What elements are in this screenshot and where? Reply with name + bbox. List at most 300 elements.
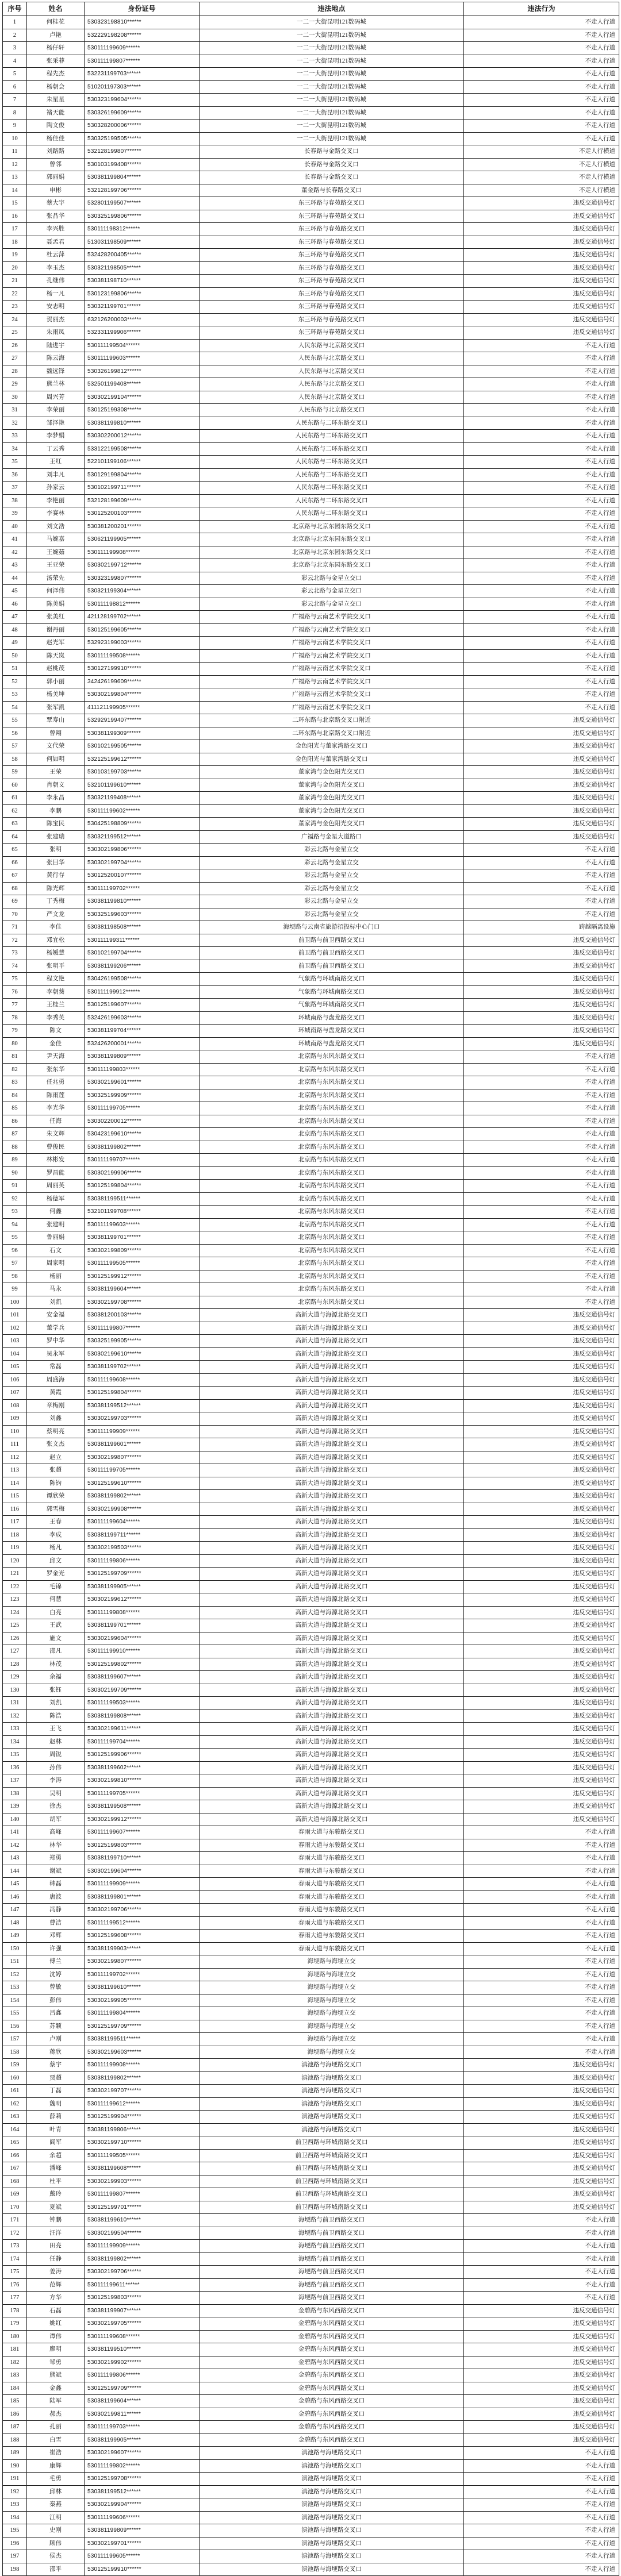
row-id-number: 530302199807****** — [85, 1451, 200, 1464]
row-id-number: 530381199604****** — [85, 2395, 200, 2408]
row-index: 52 — [3, 675, 27, 688]
row-violation: 违反交通信号灯 — [464, 1632, 619, 1645]
row-id-number: 530381199804****** — [85, 171, 200, 184]
row-violation: 违反交通信号灯 — [464, 727, 619, 740]
row-name: 王红 — [27, 456, 85, 469]
row-index: 110 — [3, 1425, 27, 1438]
row-violation: 不走人行道 — [464, 611, 619, 624]
row-name: 陶文俊 — [27, 120, 85, 133]
row-index: 122 — [3, 1580, 27, 1593]
row-index: 192 — [3, 2485, 27, 2498]
row-name: 秦燕 — [27, 2498, 85, 2512]
row-name: 吴永军 — [27, 1347, 85, 1361]
row-index: 126 — [3, 1632, 27, 1645]
table-row — [3, 1930, 619, 1943]
row-location: 春雨大道与东骏路交叉口 — [200, 1916, 464, 1930]
table-row — [3, 236, 619, 249]
row-name: 姜涛 — [27, 2266, 85, 2279]
row-index: 102 — [3, 1322, 27, 1335]
row-name: 周盛海 — [27, 1373, 85, 1387]
row-id-number: 530381199802****** — [85, 2071, 200, 2085]
row-id-number: 530123199806****** — [85, 287, 200, 301]
row-index: 80 — [3, 1037, 27, 1050]
table-row — [3, 184, 619, 197]
row-id-number: 530111199909****** — [85, 2240, 200, 2253]
row-location: 滇池路与海埂路交叉口 — [200, 2071, 464, 2085]
row-name: 杨一凡 — [27, 287, 85, 301]
row-index: 30 — [3, 391, 27, 404]
row-index: 29 — [3, 378, 27, 391]
row-name: 邱文 — [27, 1554, 85, 1568]
row-name: 李荣丽 — [27, 404, 85, 417]
row-id-number: 530381199512****** — [85, 1399, 200, 1412]
row-name: 程先杰 — [27, 68, 85, 81]
row-violation: 违反交通信号灯 — [464, 1568, 619, 1581]
row-id-number: 632126200003****** — [85, 313, 200, 326]
row-index: 187 — [3, 2421, 27, 2434]
row-violation: 不走人行道 — [464, 675, 619, 688]
row-violation: 违反交通信号灯 — [464, 1477, 619, 1490]
row-index: 74 — [3, 960, 27, 973]
row-index: 92 — [3, 1192, 27, 1206]
row-location: 金碧路与东风西路交叉口 — [200, 2395, 464, 2408]
row-location: 长春路与金路交叉口 — [200, 171, 464, 184]
row-index: 3 — [3, 42, 27, 55]
row-index: 87 — [3, 1128, 27, 1141]
table-row — [3, 1283, 619, 1296]
row-location: 东三环路与春苑路交叉口 — [200, 197, 464, 210]
row-id-number: 510201197303****** — [85, 80, 200, 94]
row-id-number: 532426200001****** — [85, 1037, 200, 1050]
row-violation: 违反交通信号灯 — [464, 249, 619, 262]
row-name: 贾超 — [27, 2071, 85, 2085]
row-id-number: 530302199703****** — [85, 1412, 200, 1426]
row-index: 111 — [3, 1438, 27, 1451]
row-index: 172 — [3, 2227, 27, 2240]
row-index: 13 — [3, 171, 27, 184]
row-index: 26 — [3, 339, 27, 352]
row-index: 38 — [3, 494, 27, 507]
row-violation: 违反交通信号灯 — [464, 1037, 619, 1050]
row-name: 熊斌 — [27, 2369, 85, 2382]
row-index: 45 — [3, 585, 27, 598]
row-index: 14 — [3, 184, 27, 197]
row-location: 人民东路与二环东路交叉口 — [200, 442, 464, 456]
row-violation: 违反交通信号灯 — [464, 2059, 619, 2072]
table-row — [3, 391, 619, 404]
table-row — [3, 2369, 619, 2382]
row-violation: 不走人行道 — [464, 1180, 619, 1193]
row-id-number: 532801199507****** — [85, 197, 200, 210]
row-id-number: 530381199806****** — [85, 2123, 200, 2136]
row-id-number: 530302199706****** — [85, 2266, 200, 2279]
row-name: 邹勇 — [27, 2356, 85, 2369]
row-violation: 违反交通信号灯 — [464, 2097, 619, 2111]
row-index: 57 — [3, 740, 27, 753]
table-row — [3, 1037, 619, 1050]
row-location: 海埂路与前卫西路交叉口 — [200, 2292, 464, 2305]
row-location: 二环东路与北京路交叉口附近 — [200, 727, 464, 740]
table-row — [3, 947, 619, 960]
table-row — [3, 1102, 619, 1115]
row-name: 孙家云 — [27, 482, 85, 495]
row-location: 北京路与北京东园东路交叉口 — [200, 546, 464, 559]
row-name: 薛莉 — [27, 2111, 85, 2124]
row-location: 北京路与东风东路交叉口 — [200, 1206, 464, 1219]
row-violation: 不走人行道 — [464, 585, 619, 598]
row-violation: 违反交通信号灯 — [464, 2085, 619, 2098]
row-index: 196 — [3, 2537, 27, 2550]
row-violation: 违反交通信号灯 — [464, 1528, 619, 1542]
table-row — [3, 2123, 619, 2136]
row-violation: 违反交通信号灯 — [464, 301, 619, 314]
row-id-number: 530111199505****** — [85, 1257, 200, 1270]
row-location: 海埂路与海埂立交 — [200, 2046, 464, 2059]
row-index: 109 — [3, 1412, 27, 1426]
row-location: 人民东路与二环东路交叉口 — [200, 430, 464, 443]
row-location: 彩云北路与金星立交 — [200, 844, 464, 857]
row-name: 任海 — [27, 1115, 85, 1128]
row-id-number: 530302199706****** — [85, 1904, 200, 1917]
row-name: 金鑫 — [27, 2382, 85, 2395]
row-name: 董学兵 — [27, 1322, 85, 1335]
row-name: 熊兰林 — [27, 378, 85, 391]
row-index: 116 — [3, 1503, 27, 1516]
table-row — [3, 507, 619, 521]
row-index: 154 — [3, 1994, 27, 2007]
row-name: 史刚 — [27, 2524, 85, 2538]
row-id-number: 532331199906****** — [85, 326, 200, 340]
row-name: 田亮 — [27, 2240, 85, 2253]
row-index: 58 — [3, 753, 27, 766]
row-violation: 违反交通信号灯 — [464, 1813, 619, 1826]
row-index: 197 — [3, 2550, 27, 2563]
row-name: 陆军 — [27, 2395, 85, 2408]
row-name: 曾敏 — [27, 1981, 85, 1994]
row-id-number: 530111199807****** — [85, 55, 200, 68]
row-name: 谢丹丽 — [27, 623, 85, 637]
row-violation: 违反交通信号灯 — [464, 1412, 619, 1426]
row-index: 114 — [3, 1477, 27, 1490]
row-name: 罗中华 — [27, 1335, 85, 1348]
row-id-number: 530381199903****** — [85, 1942, 200, 1955]
row-location: 北京路与东风东路交叉口 — [200, 1089, 464, 1102]
row-location: 海埂路与前卫西路交叉口 — [200, 2266, 464, 2279]
row-id-number: 530102199505****** — [85, 740, 200, 753]
table-row — [3, 2033, 619, 2046]
row-location: 高新大道与海源北路交叉口 — [200, 1503, 464, 1516]
row-name: 谭伟 — [27, 2330, 85, 2343]
row-name: 严文龙 — [27, 908, 85, 921]
row-id-number: 530125199910****** — [85, 2563, 200, 2576]
row-index: 76 — [3, 985, 27, 999]
row-id-number: 530111199808****** — [85, 1606, 200, 1619]
row-location: 滇池路与海埂路交叉口 — [200, 2459, 464, 2473]
row-violation: 不走人行道 — [464, 2266, 619, 2279]
table-row — [3, 2485, 619, 2498]
row-id-number: 530111199608****** — [85, 1373, 200, 1387]
row-location: 高新大道与海源北路交叉口 — [200, 1477, 464, 1490]
row-id-number: 530302199908****** — [85, 1503, 200, 1516]
table-row — [3, 1619, 619, 1632]
row-index: 101 — [3, 1309, 27, 1322]
row-violation: 不走人行道 — [464, 572, 619, 585]
row-violation: 违反交通信号灯 — [464, 2136, 619, 2150]
row-violation: 不走人行道 — [464, 1981, 619, 1994]
table-row — [3, 585, 619, 598]
row-id-number: 530111199503****** — [85, 1697, 200, 1710]
row-name: 王荣 — [27, 766, 85, 779]
row-violation: 不走人行道 — [464, 2020, 619, 2033]
row-violation: 违反交通信号灯 — [464, 2356, 619, 2369]
row-name: 方华 — [27, 2292, 85, 2305]
row-location: 东三环路与春苑路交叉口 — [200, 275, 464, 288]
row-location: 金碧路与东风西路交叉口 — [200, 2433, 464, 2447]
row-id-number: 530302199603****** — [85, 2046, 200, 2059]
row-location: 人民东路与北京路交叉口 — [200, 339, 464, 352]
row-id-number: 530302199612****** — [85, 1593, 200, 1607]
row-violation: 违反交通信号灯 — [464, 2162, 619, 2175]
row-id-number: 530381199607****** — [85, 1671, 200, 1684]
row-index: 22 — [3, 287, 27, 301]
row-id-number: 530381199206****** — [85, 960, 200, 973]
row-id-number: 532101199610****** — [85, 779, 200, 792]
table-row — [3, 2356, 619, 2369]
row-name: 丁云秀 — [27, 442, 85, 456]
row-location: 金碧路与东风西路交叉口 — [200, 2343, 464, 2356]
table-row — [3, 804, 619, 818]
row-location: 东三环路与春苑路交叉口 — [200, 223, 464, 236]
row-name: 王飞 — [27, 1723, 85, 1736]
table-row — [3, 701, 619, 714]
table-row — [3, 1464, 619, 1477]
row-index: 179 — [3, 2317, 27, 2331]
row-violation: 不走人行道 — [464, 1904, 619, 1917]
row-index: 145 — [3, 1878, 27, 1891]
row-id-number: 532426199603****** — [85, 1011, 200, 1025]
row-id-number: 530325199603****** — [85, 908, 200, 921]
row-name: 邹泽艳 — [27, 417, 85, 430]
row-location: 金碧路与东风西路交叉口 — [200, 2421, 464, 2434]
row-name: 杨媛慧 — [27, 947, 85, 960]
row-location: 滇池路与海埂路交叉口 — [200, 2485, 464, 2498]
table-row — [3, 1516, 619, 1529]
row-id-number: 530381199608****** — [85, 2162, 200, 2175]
row-index: 69 — [3, 895, 27, 908]
row-id-number: 530111199912****** — [85, 985, 200, 999]
row-index: 170 — [3, 2201, 27, 2214]
row-id-number: 530111199508****** — [85, 649, 200, 663]
row-violation: 违反交通信号灯 — [464, 1335, 619, 1348]
row-id-number: 530102199711****** — [85, 482, 200, 495]
row-location: 彩云北路与金星立交口 — [200, 585, 464, 598]
table-row — [3, 106, 619, 120]
table-row — [3, 430, 619, 443]
table-row — [3, 1063, 619, 1076]
row-location: 高新大道与海源北路交叉口 — [200, 1412, 464, 1426]
row-index: 15 — [3, 197, 27, 210]
table-row — [3, 1749, 619, 1762]
row-index: 63 — [3, 818, 27, 831]
row-index: 59 — [3, 766, 27, 779]
table-row — [3, 1761, 619, 1774]
row-violation: 违反交通信号灯 — [464, 1606, 619, 1619]
row-location: 前卫西路与环城南路交叉口 — [200, 2201, 464, 2214]
row-index: 123 — [3, 1593, 27, 1607]
row-violation: 违反交通信号灯 — [464, 960, 619, 973]
row-location: 高新大道与海源北路交叉口 — [200, 1554, 464, 1568]
row-violation: 违反交通信号灯 — [464, 1322, 619, 1335]
row-location: 彩云北路与金星立交口 — [200, 598, 464, 611]
table-row — [3, 261, 619, 275]
row-id-number: 530381199510****** — [85, 2343, 200, 2356]
row-location: 气象路与环城南路交叉口 — [200, 985, 464, 999]
table-row — [3, 2007, 619, 2020]
row-id-number: 530302199810****** — [85, 1774, 200, 1788]
table-row — [3, 1697, 619, 1710]
row-name: 郝杰 — [27, 2408, 85, 2421]
row-name: 蔡明亮 — [27, 1425, 85, 1438]
row-location: 高新大道与海源北路交叉口 — [200, 1451, 464, 1464]
row-location: 高新大道与海源北路交叉口 — [200, 1464, 464, 1477]
row-name: 周丽英 — [27, 1180, 85, 1193]
row-location: 董家湾与金色阳光交叉口 — [200, 818, 464, 831]
row-location: 北京路与东风东路交叉口 — [200, 1270, 464, 1283]
row-index: 17 — [3, 223, 27, 236]
row-id-number: 530302199610****** — [85, 1347, 200, 1361]
row-location: 高新大道与海源北路交叉口 — [200, 1361, 464, 1374]
row-location: 春雨大道与东骏路交叉口 — [200, 1839, 464, 1852]
row-id-number: 530111199909****** — [85, 1878, 200, 1891]
row-index: 33 — [3, 430, 27, 443]
row-id-number: 530125199912****** — [85, 1270, 200, 1283]
row-id-number: 530302199705****** — [85, 2317, 200, 2331]
table-row — [3, 2473, 619, 2486]
table-row — [3, 1076, 619, 1089]
row-name: 申彬 — [27, 184, 85, 197]
table-row — [3, 766, 619, 779]
row-name: 丁磊 — [27, 2085, 85, 2098]
table-row — [3, 753, 619, 766]
row-index: 176 — [3, 2278, 27, 2292]
row-violation: 违反交通信号灯 — [464, 2188, 619, 2201]
row-violation: 不走人行道 — [464, 1154, 619, 1167]
row-violation: 违反交通信号灯 — [464, 1800, 619, 1813]
row-id-number: 530111199605****** — [85, 2550, 200, 2563]
row-location: 董家湾与金色阳光交叉口 — [200, 779, 464, 792]
row-location: 海埂路与海埂立交 — [200, 2020, 464, 2033]
row-violation: 违反交通信号灯 — [464, 2395, 619, 2408]
row-location: 高新大道与海源北路交叉口 — [200, 1619, 464, 1632]
row-name: 徐杰 — [27, 1800, 85, 1813]
table-row — [3, 895, 619, 908]
row-location: 北京路与东风东路交叉口 — [200, 1141, 464, 1154]
row-location: 广福路与云南艺术学院交叉口 — [200, 701, 464, 714]
row-name: 施文 — [27, 1632, 85, 1645]
table-row — [3, 520, 619, 533]
table-row — [3, 378, 619, 391]
row-index: 151 — [3, 1955, 27, 1969]
row-violation: 不走人行横道 — [464, 184, 619, 197]
row-name: 沈婷 — [27, 1968, 85, 1981]
row-name: 潘峰 — [27, 2162, 85, 2175]
row-id-number: 530621199905****** — [85, 533, 200, 546]
row-name: 罗昌能 — [27, 1166, 85, 1180]
table-row — [3, 740, 619, 753]
row-location: 滇池路与海埂路交叉口 — [200, 2524, 464, 2538]
row-name: 陈美娟 — [27, 598, 85, 611]
row-id-number: 530302199902****** — [85, 2356, 200, 2369]
row-location: 前卫西路与环城南路交叉口 — [200, 2175, 464, 2188]
row-id-number: 530302200012****** — [85, 1115, 200, 1128]
row-location: 一二一大街昆明121数码城 — [200, 106, 464, 120]
row-index: 54 — [3, 701, 27, 714]
row-location: 彩云北路与金星立交 — [200, 895, 464, 908]
row-id-number: 532923199003****** — [85, 637, 200, 650]
row-index: 139 — [3, 1800, 27, 1813]
row-index: 19 — [3, 249, 27, 262]
row-name: 李兴胜 — [27, 223, 85, 236]
table-row — [3, 2149, 619, 2162]
row-id-number: 530381199511****** — [85, 2033, 200, 2046]
row-id-number: 530302199709****** — [85, 1684, 200, 1697]
row-index: 124 — [3, 1606, 27, 1619]
row-index: 132 — [3, 1709, 27, 1723]
table-row — [3, 533, 619, 546]
row-index: 140 — [3, 1813, 27, 1826]
table-row — [3, 2433, 619, 2447]
row-id-number: 530321199512****** — [85, 830, 200, 844]
row-violation: 违反交通信号灯 — [464, 1490, 619, 1503]
row-violation: 不走人行道 — [464, 1852, 619, 1865]
row-id-number: 530321199408****** — [85, 792, 200, 805]
table-row — [3, 1839, 619, 1852]
row-location: 滇池路与海埂路交叉口 — [200, 2563, 464, 2576]
row-violation: 不走人行道 — [464, 2240, 619, 2253]
row-index: 48 — [3, 623, 27, 637]
row-violation: 不走人行道 — [464, 688, 619, 702]
row-location: 高新大道与海源北路交叉口 — [200, 1697, 464, 1710]
row-location: 金碧路与东风西路交叉口 — [200, 2330, 464, 2343]
row-location: 北京路与东风东路交叉口 — [200, 1128, 464, 1141]
row-name: 许强 — [27, 1942, 85, 1955]
row-index: 10 — [3, 132, 27, 145]
row-location: 人民东路与二环东路交叉口 — [200, 456, 464, 469]
row-index: 188 — [3, 2433, 27, 2447]
row-id-number: 530111199612****** — [85, 2097, 200, 2111]
row-id-number: 530111199602****** — [85, 804, 200, 818]
table-row — [3, 2252, 619, 2266]
row-name: 郭丽娟 — [27, 171, 85, 184]
row-name: 杨凡 — [27, 1542, 85, 1555]
row-id-number: 530125199904****** — [85, 2111, 200, 2124]
row-violation: 不走人行道 — [464, 1102, 619, 1115]
row-id-number: 530111199505****** — [85, 2149, 200, 2162]
table-row — [3, 1451, 619, 1464]
row-violation: 不走人行道 — [464, 132, 619, 145]
row-location: 一二一大街昆明121数码城 — [200, 29, 464, 42]
row-location: 高新大道与海源北路交叉口 — [200, 1347, 464, 1361]
row-violation: 不走人行道 — [464, 2046, 619, 2059]
row-location: 前卫西路与环城南路交叉口 — [200, 2162, 464, 2175]
row-location: 前卫路与前卫西路交叉口 — [200, 960, 464, 973]
row-violation: 不走人行道 — [464, 2550, 619, 2563]
row-violation: 不走人行道 — [464, 2007, 619, 2020]
table-row — [3, 1347, 619, 1361]
row-violation: 违反交通信号灯 — [464, 1516, 619, 1529]
row-name: 罗金光 — [27, 1568, 85, 1581]
row-id-number: 530381200201****** — [85, 520, 200, 533]
